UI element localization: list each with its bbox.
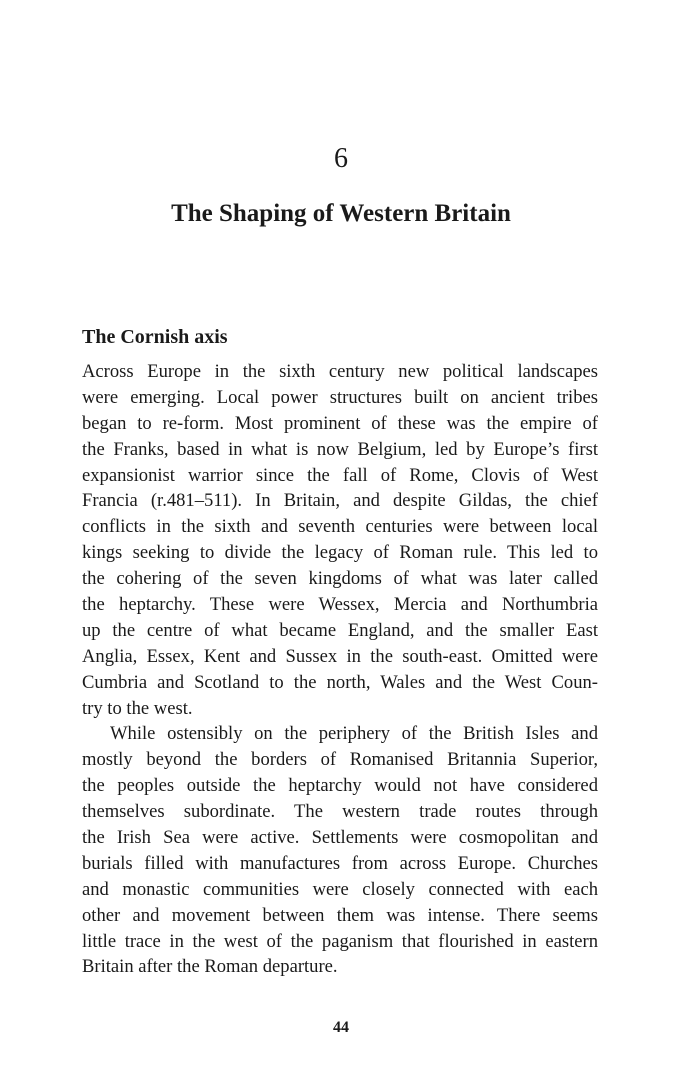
chapter-title: The Shaping of Western Britain [171, 200, 511, 227]
text-line: burials filled with manufactures from across Europe. Churches [82, 852, 598, 874]
text-line: little trace in the west of the paganism that flourished in eastern [82, 930, 598, 952]
section-heading: The Cornish axis [82, 326, 228, 348]
text-line: Francia (r.481–511). In Britain, and despite Gildas, the chief [82, 490, 598, 512]
text-line: try to the west. [82, 697, 193, 719]
text-line: kings seeking to divide the legacy of Roman rule. This led to [82, 542, 598, 564]
paragraph-1 [82, 359, 598, 721]
page-number: 44 [333, 1019, 349, 1036]
text-line: began to re-form. Most prominent of these was the empire of [82, 412, 598, 434]
text-line: the Franks, based in what is now Belgium, led by Europe’s first [82, 438, 598, 460]
text-line: Anglia, Essex, Kent and Sussex in the south-east. Omitted were [82, 645, 598, 667]
chapter-number: 6 [334, 143, 348, 174]
text-line: were emerging. Local power structures built on ancient tribes [82, 386, 598, 408]
body-text [82, 359, 598, 980]
text-line: While ostensibly on the periphery of the British Isles and [110, 723, 598, 745]
text-line: expansionist warrior since the fall of Rome, Clovis of West [82, 464, 598, 486]
text-line: Cumbria and Scotland to the north, Wales and the West Coun- [82, 671, 598, 693]
text-line: the peoples outside the heptarchy would not have considered [82, 775, 598, 797]
text-line: and monastic communities were closely connected with each [82, 878, 598, 900]
text-line: up the centre of what became England, and the smaller East [82, 619, 598, 641]
text-line: the heptarchy. These were Wessex, Mercia and Northumbria [82, 594, 598, 616]
text-line: conflicts in the sixth and seventh centuries were between local [82, 516, 598, 538]
text-line: the Irish Sea were active. Settlements were cosmopolitan and [82, 827, 598, 849]
text-line: themselves subordinate. The western trade routes through [82, 801, 598, 823]
text-line: mostly beyond the borders of Romanised Britannia Superior, [82, 749, 598, 771]
paragraph-2 [82, 721, 598, 980]
text-line: other and movement between them was intense. There seems [82, 904, 598, 926]
text-line: Across Europe in the sixth century new political landscapes [82, 361, 598, 382]
text-line: Britain after the Roman departure. [82, 956, 338, 978]
text-line: the cohering of the seven kingdoms of what was later called [82, 568, 598, 590]
